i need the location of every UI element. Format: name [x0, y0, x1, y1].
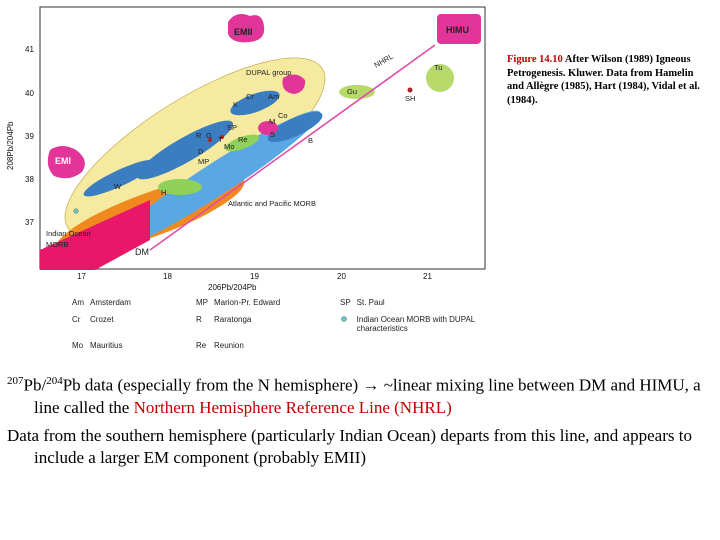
legend-abbr: SP — [340, 298, 351, 307]
legend-name: Indian Ocean MORB with DUPAL characteristics — [356, 315, 475, 333]
legend-abbr: Mo — [72, 341, 84, 350]
x-tick-21: 21 — [423, 272, 432, 281]
x-tick-17: 17 — [77, 272, 86, 281]
paragraph-southern: Data from the southern hemisphere (particularly Indian Ocean) departs from this line, and appears to include a larger EM component (probably EMII) — [7, 426, 692, 467]
co-label: Co — [278, 111, 288, 120]
legend-abbr: MP — [196, 298, 208, 307]
legend-table — [70, 296, 513, 358]
superscript-207: 207 — [7, 375, 24, 387]
text-pb: Pb/ — [23, 375, 47, 395]
figure-number: Figure 14.10 — [507, 54, 563, 65]
y-axis-title: 208Pb/204Pb — [6, 121, 15, 170]
legend-name: Raratonga — [214, 315, 252, 324]
emii-label: EMII — [234, 27, 253, 37]
y-tick-38: 38 — [25, 175, 34, 184]
x-tick-20: 20 — [337, 272, 346, 281]
dupal-label: DUPAL group — [246, 68, 292, 77]
s-label: S — [270, 130, 276, 139]
sp-label: SP — [227, 123, 238, 132]
tu-label: Tu — [434, 63, 443, 72]
mp-label: MP — [198, 157, 210, 166]
b-label: B — [308, 136, 314, 145]
legend-abbr: Am — [72, 298, 84, 307]
w-label: W — [114, 182, 122, 191]
g-label: G — [206, 131, 212, 140]
gu-label: Gu — [347, 87, 358, 96]
text-highlight-nhrl: Northern Hemisphere Reference Line (NHRL) — [133, 397, 452, 417]
legend-name: Amsterdam — [90, 298, 131, 307]
legend-name: St. Paul — [356, 298, 385, 307]
mo-label: Mo — [224, 142, 235, 151]
legend-dot — [340, 315, 355, 339]
himu-label: HIMU — [446, 25, 469, 35]
y-tick-39: 39 — [25, 132, 34, 141]
text-body: Pb data (especially from the N hemisphere) → ~linear mixing line between DM and HIMU, a line called the — [34, 375, 701, 417]
legend-abbr: Re — [196, 341, 207, 350]
h-label: H — [161, 188, 167, 197]
y-tick-41: 41 — [25, 45, 34, 54]
nhrl-label: NHRL — [372, 51, 395, 70]
am-label: Am — [268, 92, 280, 101]
legend-name: Reunion — [214, 341, 244, 350]
sh-point — [408, 88, 413, 93]
emi-label: EMI — [55, 156, 72, 166]
indian-ocean-label: Indian Ocean — [46, 229, 91, 238]
legend-row — [72, 341, 511, 356]
t-label: T — [218, 135, 223, 144]
figure-caption — [507, 53, 712, 107]
re-label: Re — [238, 135, 248, 144]
legend-name: Marion-Pr. Edward — [214, 298, 281, 307]
m-label: M — [269, 117, 276, 126]
legend-abbr: Cr — [72, 315, 81, 324]
sh-label: SH — [405, 94, 416, 103]
cr-label: Cr — [246, 92, 254, 101]
r-label: R — [196, 131, 202, 140]
dupal-morb-point — [74, 209, 78, 213]
figure-caption-text: After Wilson (1989) Igneous Petrogenesis. Kluwer. Data from Hamelin and Allègre (1985), Hart (1984), Vidal et al. (1984). — [507, 54, 700, 106]
legend-name: Crozet — [90, 315, 114, 324]
y-tick-40: 40 — [25, 89, 34, 98]
x-axis-title: 206Pb/204Pb — [208, 283, 257, 292]
x-tick-18: 18 — [163, 272, 172, 281]
legend-abbr: R — [196, 315, 202, 324]
legend-name: Mauritius — [90, 341, 123, 350]
morb-label: Atlantic and Pacific MORB — [228, 199, 316, 208]
dm-label: DM — [135, 247, 149, 257]
superscript-204: 204 — [46, 375, 63, 387]
legend-row — [72, 315, 511, 339]
legend-row — [72, 298, 511, 313]
k-label: K — [233, 100, 239, 109]
paragraph-nhrl — [7, 370, 713, 419]
x-tick-19: 19 — [250, 272, 259, 281]
d-label: D — [198, 147, 204, 156]
y-tick-37: 37 — [25, 218, 34, 227]
indian-morb-label: MORB — [46, 240, 69, 249]
